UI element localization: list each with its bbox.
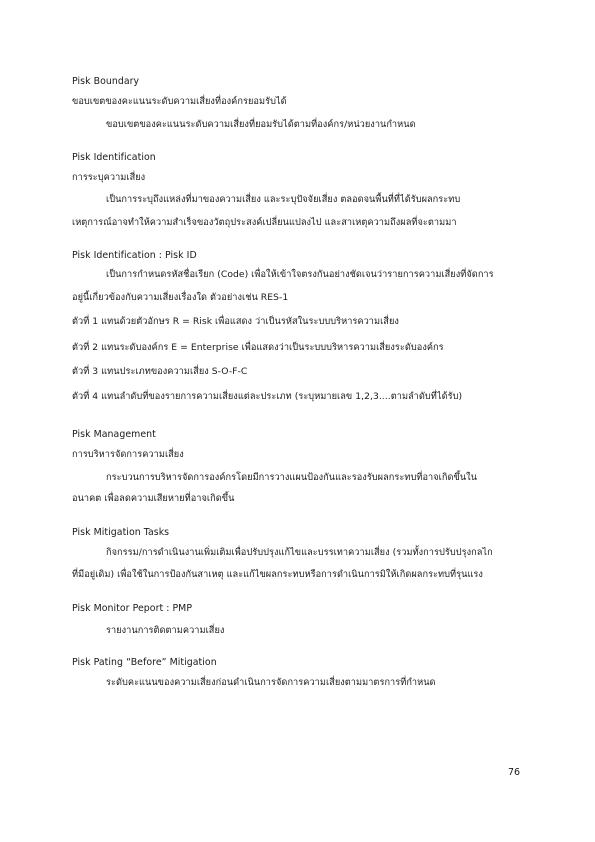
term-heading: Pisk Monitor Peport : PMP <box>72 603 193 614</box>
term-definition-line: ขอบเขตของคะแนนระดับความเสี่ยงที่ยอมรับได้ตามที่องค์กร/หน่วยงานกำหนด <box>106 119 416 130</box>
term-heading: Pisk Identification : Pisk ID <box>72 250 197 261</box>
term-definition-line: ตัวที่ 1 แทนด้วยตัวอักษร R = Risk เพื่อแสดง ว่าเป็นรหัสในระบบบริหารความเสี่ยง <box>72 316 399 327</box>
term-definition-line: กระบวนการบริหารจัดการองค์กรโดยมีการวางแผนป้องกันและรองรับผลกระทบที่อาจเกิดขึ้นใน <box>106 472 478 483</box>
term-thai-title: ขอบเขตของคะแนนระดับความเสี่ยงที่องค์กรยอมรับได้ <box>72 96 287 107</box>
term-definition-line: เป็นการกำหนดรหัสชื่อเรียก (Code) เพื่อให้เข้าใจตรงกันอย่างชัดเจนว่ารายการความเสี่ยงที่จัดการ <box>106 269 494 280</box>
term-thai-title: การระบุความเสี่ยง <box>72 172 146 183</box>
term-definition-line: รายงานการติดตามความเสี่ยง <box>106 625 225 636</box>
term-definition-line: ที่มีอยู่เดิม) เพื่อใช้ในการป้องกันสาเหตุ และแก้ไขผลกระทบหรือการดำเนินการมิให้เกิดผลกระทบที่รุนแรง <box>72 569 483 580</box>
term-definition-line: อนาคต เพื่อลดความเสียหายที่อาจเกิดขึ้น <box>72 493 235 504</box>
term-definition-line: ตัวที่ 2 แทนระดับองค์กร E = Enterprise เพื่อแสดงว่าเป็นระบบบริหารความเสี่ยงระดับองค์กร <box>72 342 444 353</box>
page-number: 76 <box>508 767 521 778</box>
term-definition-line: อยู่นี้เกี่ยวข้องกับความเสี่ยงเรื่องใด ตัวอย่างเช่น RES-1 <box>72 292 289 303</box>
term-heading: Pisk Management <box>72 429 156 440</box>
term-definition-line: ระดับคะแนนของความเสี่ยงก่อนดำเนินการจัดการความเสี่ยงตามมาตรการที่กำหนด <box>106 677 436 688</box>
term-heading: Pisk Mitigation Tasks <box>72 527 170 538</box>
term-definition-line: กิจกรรม/การดำเนินงานเพิ่มเติมเพื่อปรับปรุงแก้ไขและบรรเทาความเสี่ยง (รวมทั้งการปรับปรุงกลไก <box>106 547 493 558</box>
term-definition-line: ตัวที่ 4 แทนลำดับที่ของรายการความเสี่ยงแต่ละประเภท (ระบุหมายเลข 1,2,3....ตามลำดับที่ได้รับ) <box>72 391 463 402</box>
term-heading: Pisk Pating “Before” Mitigation <box>72 657 217 668</box>
term-definition-line: เป็นการระบุถึงแหล่งที่มาของความเสี่ยง และระบุปัจจัยเสี่ยง ตลอดจนพื้นที่ที่ได้รับผลกระทบ <box>106 194 461 205</box>
term-definition-line: ตัวที่ 3 แทนประเภทของความเสี่ยง S-O-F-C <box>72 366 248 377</box>
term-definition-line: เหตุการณ์อาจทำให้ความสำเร็จของวัตถุประสงค์เปลี่ยนแปลงไป และสาเหตุความถึงผลที่จะตามมา <box>72 217 457 228</box>
term-heading: Pisk Identification <box>72 152 156 163</box>
term-heading: Pisk Boundary <box>72 76 140 87</box>
term-thai-title: การบริหารจัดการความเสี่ยง <box>72 449 184 460</box>
